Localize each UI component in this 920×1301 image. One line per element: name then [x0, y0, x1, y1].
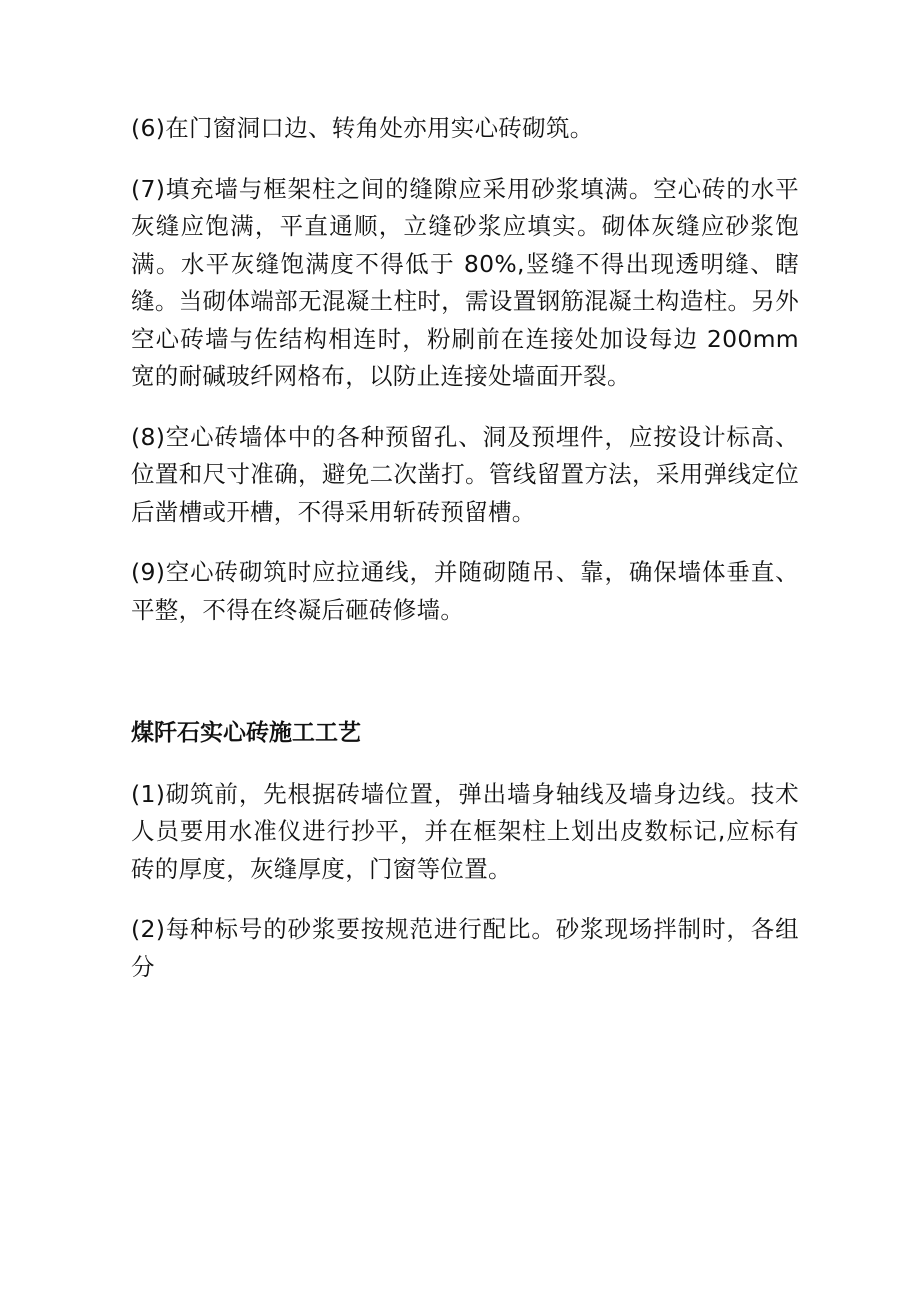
section-heading: 煤阡石实心砖施工工艺	[131, 720, 361, 746]
paragraph-item-2: (2)每种标号的砂浆要按规范进行配比。砂浆现场拌制时，各组分	[131, 915, 799, 981]
paragraph-item-1: (1)砌筑前，先根据砖墙位置，弹出墙身轴线及墙身边线。技术人员要用水准仪进行抄平，并在框架柱上划出皮数标记,应标有砖的厚度，灰缝厚度，门窗等位置。	[131, 779, 799, 883]
paragraph-item-7: (7)填充墙与框架柱之间的缝隙应采用砂浆填满。空心砖的水平灰缝应饱满，平直通顺，立缝砂浆应填实。砌体灰缝应砂浆饱满。水平灰缝饱满度不得低于 80%,竖缝不得出现透明缝、瞎缝。当砌体端部无混凝土柱时，需设置钢筋混凝土构造柱。另外空心砖墙与佐结构相连时，粉刷前在连接处加设每边 200mm 宽的耐碱玻纤网格布，以防止连接处墙面开裂。	[131, 174, 799, 390]
document-page	[131, 110, 799, 986]
paragraph-item-8: (8)空心砖墙体中的各种预留孔、洞及预埋件，应按设计标高、位置和尺寸准确，避免二次凿打。管线留置方法，采用弹线定位后凿槽或开槽，不得采用斩砖预留槽。	[131, 422, 799, 526]
paragraph-item-6: (6)在门窗洞口边、转角处亦用实心砖砌筑。	[131, 114, 594, 142]
paragraph-item-9: (9)空心砖砌筑时应拉通线，并随砌随吊、靠，确保墙体垂直、平整，不得在终凝后砸砖修墙。	[131, 558, 799, 624]
